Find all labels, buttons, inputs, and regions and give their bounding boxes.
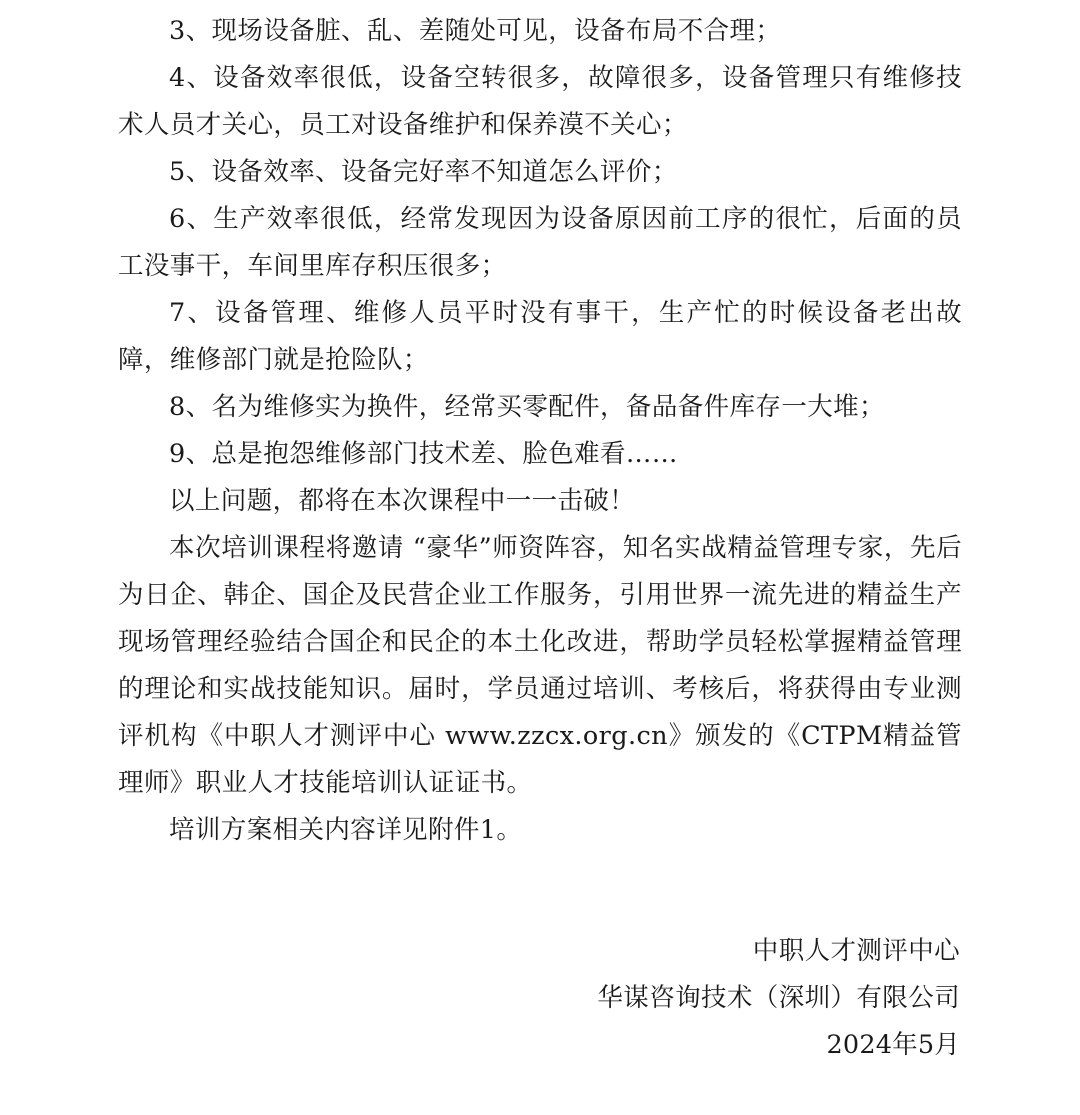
attachment-line: 培训方案相关内容详见附件1。	[169, 815, 523, 845]
list-item: 6、生产效率很低，经常发现因为设备原因前工序的很忙，后面的员工没事干，车间里库存积压很多；	[118, 204, 962, 281]
signature-block	[118, 928, 962, 1069]
list-item: 9、总是抱怨维修部门技术差、脸色难看……	[169, 439, 678, 469]
signature-org-2: 华谋咨询技术（深圳）有限公司	[597, 983, 960, 1013]
signature-org-1: 中职人才测评中心	[752, 936, 960, 966]
list-item: 7、设备管理、维修人员平时没有事干，生产忙的时候设备老出故障，维修部门就是抢险队；	[118, 298, 962, 375]
list-item: 5、设备效率、设备完好率不知道怎么评价；	[169, 157, 678, 187]
body-paragraph: 本次培训课程将邀请 “豪华”师资阵容，知名实战精益管理专家，先后为日企、韩企、国企及民营企业工作服务，引用世界一流先进的精益生产现场管理经验结合国企和民企的本土化改进，帮助学员轻松掌握精益管理的理论和实战技能知识。届时，学员通过培训、考核后，将获得由专业测评机构《中职人才测评中心 www.zzcx.org.cn》颁发的《CTPM精益管理师》职业人才技能培训认证证书。	[118, 533, 962, 798]
signature-date: 2024年5月	[826, 1030, 960, 1060]
list-item: 4、设备效率很低，设备空转很多，故障很多，设备管理只有维修技术人员才关心，员工对设备维护和保养漠不关心；	[118, 63, 962, 140]
list-item: 8、名为维修实为换件，经常买零配件，备品备件库存一大堆；	[169, 392, 885, 422]
list-item: 3、现场设备脏、乱、差随处可见，设备布局不合理；	[169, 16, 782, 46]
summary-line: 以上问题，都将在本次课程中一一击破！	[169, 486, 636, 516]
